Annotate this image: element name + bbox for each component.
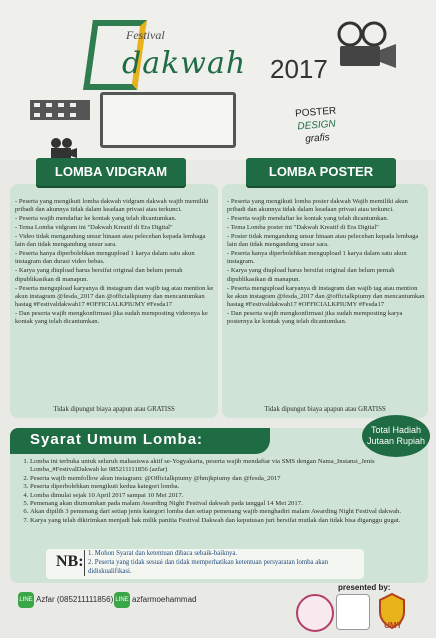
general-terms-title: Syarat Umum Lomba: — [30, 431, 204, 448]
nb-label: NB: — [56, 553, 84, 570]
doodle-poster: POSTER — [294, 105, 337, 120]
poster-free-note: Tidak dipungut biaya apapun atau GRATISS — [264, 406, 386, 413]
vidgram-free-note: Tidak dipungut biaya apapun atau GRATISS — [53, 406, 175, 413]
film-strip-icon — [30, 96, 90, 124]
poster-rule: - Karya yang diupload harus bersifat original dan belum pernah dipublikasikan di manapun. — [227, 267, 425, 284]
general-term: 2. Peserta wajib memfollow akun instagram: @Officialkpiumy @hmjkpiumy dan @fesda_2017 — [30, 475, 420, 483]
poster-rule: - Peserta yang mengikuti lomba poster dakwah Wajib memiliki akun pribadi dan akunnya tidak dalam keadaan privasi atau terkunci. — [227, 198, 425, 215]
poster-rule: - Peserta wajib mendaftar ke kontak yang telah dicantumkan. — [227, 215, 425, 223]
dakwah-title: dakwah — [122, 46, 247, 81]
vidgram-rule: - Peserta yang mengikuti lomba dakwah vidgram dakwah wajib memiliki pribadi dan akunnya tidak dalam keadaan privasi atau terkunci. — [15, 198, 215, 215]
vidgram-rule: - Karya yang diupload harus bersifat original dan belum pernah dipublikasikan di manapun. — [15, 267, 215, 284]
general-term: 3. Peserta diperbolehkan mengikuti kedua kategori lomba. — [30, 483, 420, 491]
poster-rule: - Peserta hanya diperbolehkan mengupload 1 karya dalam satu akun instagram. — [227, 250, 425, 267]
general-term: 7. Karya yang telah dikirimkan menjadi hak milik panitia Festival Dakwah dan keputusan juri bersifat mutlak dan tidak bisa diganggu gugat. — [30, 517, 420, 525]
vidgram-rules — [15, 198, 215, 327]
prize-line-1: Total Hadiah — [370, 425, 422, 435]
poster-title: LOMBA POSTER — [246, 158, 396, 186]
poster-rule: - Tema Lomba poster ini "Dakwah Kreatif di Era Digital" — [227, 224, 425, 232]
presented-by-label: presented by: — [338, 583, 391, 592]
nb-divider — [84, 550, 85, 576]
poster-rules — [227, 198, 425, 327]
prize-badge — [362, 415, 430, 457]
vidgram-rule: - Peserta wajib mendaftar ke kontak yang telah dicantumkan. — [15, 215, 215, 223]
general-term: 4. Lomba dimulai sejak 10 April 2017 sampai 10 Mei 2017. — [30, 492, 420, 500]
general-term: 1. Lomba ini terbuka untuk seluruh mahasiswa aktif se-Yogyakarta, peserta wajib mendaftar via SMS dengan Nama_Instansi_Jenis Lomba_#FestivalDakwah ke 085211111856 (azfar) — [30, 458, 420, 475]
nb-note: 2. Peserta yang tidak sesuai dan tidak memperhatikan ketentuan persyaratan lomba akan didiskualifikasi. — [88, 559, 329, 575]
nb-note: 1. Mohon Syarat dan ketentuan dibaca sebaik-baiknya. — [88, 550, 238, 557]
monitor-doodle — [100, 92, 236, 148]
event-year: 2017 — [270, 54, 328, 84]
vidgram-rule: - Tema Lomba vidgram ini "Dakwah Kreatif di Era Digital" — [15, 224, 215, 232]
general-terms-list — [16, 458, 420, 525]
contact-phone: Azfar (085211111856) — [36, 595, 114, 604]
poster-rule: - Poster tidak mengandung unsur hinaan atau pelecehan kepada lembaga lain dan tidak mengandung unsur sara. — [227, 233, 425, 250]
contact-line-id: azfarmoehammad — [132, 595, 197, 604]
vidgram-title: LOMBA VIDGRAM — [36, 158, 186, 186]
vidgram-rule: - Video tidak mengandung unsur hinaan atau pelecehan kepada lembaga lain dan tidak mengandung unsur sara. — [15, 233, 215, 250]
poster-rule: - Dan peserta wajib mengkonfirmasi jika sudah memposting karya posternya ke kontak yang telah dicantumkan. — [227, 310, 425, 327]
sponsor-seal-logo — [296, 594, 334, 632]
line-app-icon: LINE — [18, 592, 34, 608]
nb-notes — [88, 549, 364, 576]
organizer-logo — [336, 594, 370, 630]
line-app-icon: LINE — [114, 592, 130, 608]
doodle-design: DESIGN — [297, 118, 337, 133]
vidgram-rule: - Peserta mengupload karyanya di instagram dan wajib tag atau mention ke akun instagram @fesda_2017 dan @officialkpiumy dan mencantumkan hastag #Festivaldakwah17 #OFFICIALKPIUMY #Fesda17 — [15, 285, 215, 310]
general-term: 6. Akan dipilih 3 pemenang dari setiap jenis kategori lomba dan setiap pemenang wajib menghadiri malam Awarding Night Festival dakwah. — [30, 508, 420, 516]
festival-label: Festival — [126, 28, 165, 42]
film-camera-icon — [330, 20, 400, 72]
vidgram-rule: - Peserta hanya diperbolehkan mengupload 1 karya dalam satu akun instagram dan durasi video bebas. — [15, 250, 215, 267]
poster-rule: - Peserta mengupload karyanya di instagram dan wajib tag atau mention ke akun instagram @fesda_2017 dan @officialkpiumy dan mencantumkan hastag #Festivaldakwah17 #OFFICIALKPIUMY #Fesda17 — [227, 285, 425, 310]
doodle-grafis: grafis — [304, 132, 331, 145]
video-camera-icon — [48, 137, 78, 159]
vidgram-rule: - Dan peserta wajib mengkonfirmasi jika sudah memposting videonya ke kontak yang telah dicantumkan. — [15, 310, 215, 327]
poster-design-doodle — [295, 105, 339, 147]
general-term: 5. Pemenang akan diumumkan pada malam Awarding Night Festival dakwah pada tanggal 14 Mei 2017. — [30, 500, 420, 508]
umy-logo-text: UMY — [384, 621, 402, 630]
prize-line-2: Jutaan Rupiah — [366, 436, 426, 446]
